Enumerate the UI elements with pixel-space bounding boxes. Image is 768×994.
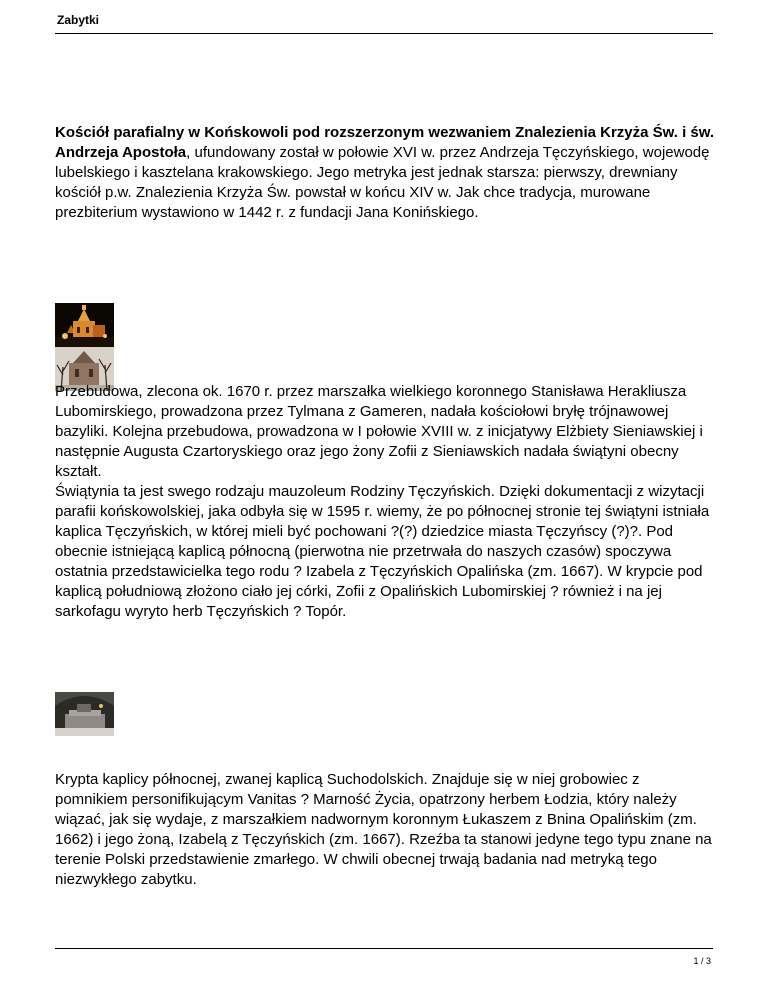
reconstruction-paragraph: Przebudowa, zlecona ok. 1670 r. przez marszałka wielkiego koronnego Stanisława Herakliusza Lubomirskiego, prowadzona przez Tylmana z Gameren, nadała kościołowi bryłę trójnawowej bazyliki. Kolejna przebudowa, prowadzona w I połowie XVIII w. z inicjatywy Elżbiety Sieniawskiej i następnie Augusta Czartoryskiego oraz jego żony Zofii z Sieniawskich nadała świątyni obecny kształt. bbox=[55, 383, 703, 480]
page-header-title: Zabytki bbox=[57, 13, 100, 27]
footer-divider bbox=[55, 948, 713, 949]
page-number: 1 / 3 bbox=[693, 956, 711, 966]
crypt-paragraph: Krypta kaplicy północnej, zwanej kaplicą Suchodolskich. Znajduje się w niej grobowiec z pomnikiem personifikującym Vanitas ? Marność Życia, opatrzony herbem Łodzia, który należy wiązać, jak się wydaje, z marszałkiem nadwornym koronnym Łukaszem z Bnina Opalińskim (zm. 1662) i jego żoną, Izabelą z Tęczyńskich (zm. 1667). Rzeźba ta stanowi jedyne tego typu znane na terenie Polski przedstawienie zmarłego. W chwili obecnej trwają badania nad metryką tego niezwykłego zabytku. bbox=[55, 771, 712, 888]
history-section bbox=[55, 382, 715, 622]
intro-heading: Kościół parafialny w Końskowoli pod rozszerzonym wezwaniem Znalezienia Krzyża Św. i św. Andrzeja Apostoła bbox=[55, 124, 715, 161]
church-night-photo[interactable] bbox=[55, 303, 114, 347]
crypt-photo[interactable] bbox=[55, 692, 114, 736]
intro-text: , ufundowany został w połowie XVI w. przez Andrzeja Tęczyńskiego, wojewodę lubelskiego i kasztelana krakowskiego. Jego metryka jest jednak starsza: pierwszy, drewniany kościół p.w. Znalezienia Krzyża Św. powstał w końcu XIV w. Jak chce tradycja, murowane prezbiterium wystawiono w 1442 r. z fundacji Jana Konińskiego. bbox=[55, 144, 710, 221]
mausoleum-paragraph: Świątynia ta jest swego rodzaju mauzoleum Rodziny Tęczyńskich. Dzięki dokumentacji z wizytacji parafii końskowolskiej, jaka odbyła się w 1595 r. wiemy, że po północnej stronie tej świątyni istniała kaplica Tęczyńskich, w której mieli być pochowani ?(?) dziedzice miasta Tęczyńscy (?)?. Pod obecnie istniejącą kaplicą północną (pierwotna nie przetrwała do naszych czasów) spoczywa ostatnia przedstawicielka tego rodu ? Izabela z Tęczyńskich Opalińska (zm. 1667). W krypcie pod kaplicą południową złożono ciało jej córki, Zofii z Opalińskich Lubomirskiej ? również i na jej sarkofagu wyryto herb Tęczyńskich ? Topór. bbox=[55, 483, 710, 620]
intro-paragraph bbox=[55, 123, 715, 223]
header-divider bbox=[55, 33, 713, 34]
